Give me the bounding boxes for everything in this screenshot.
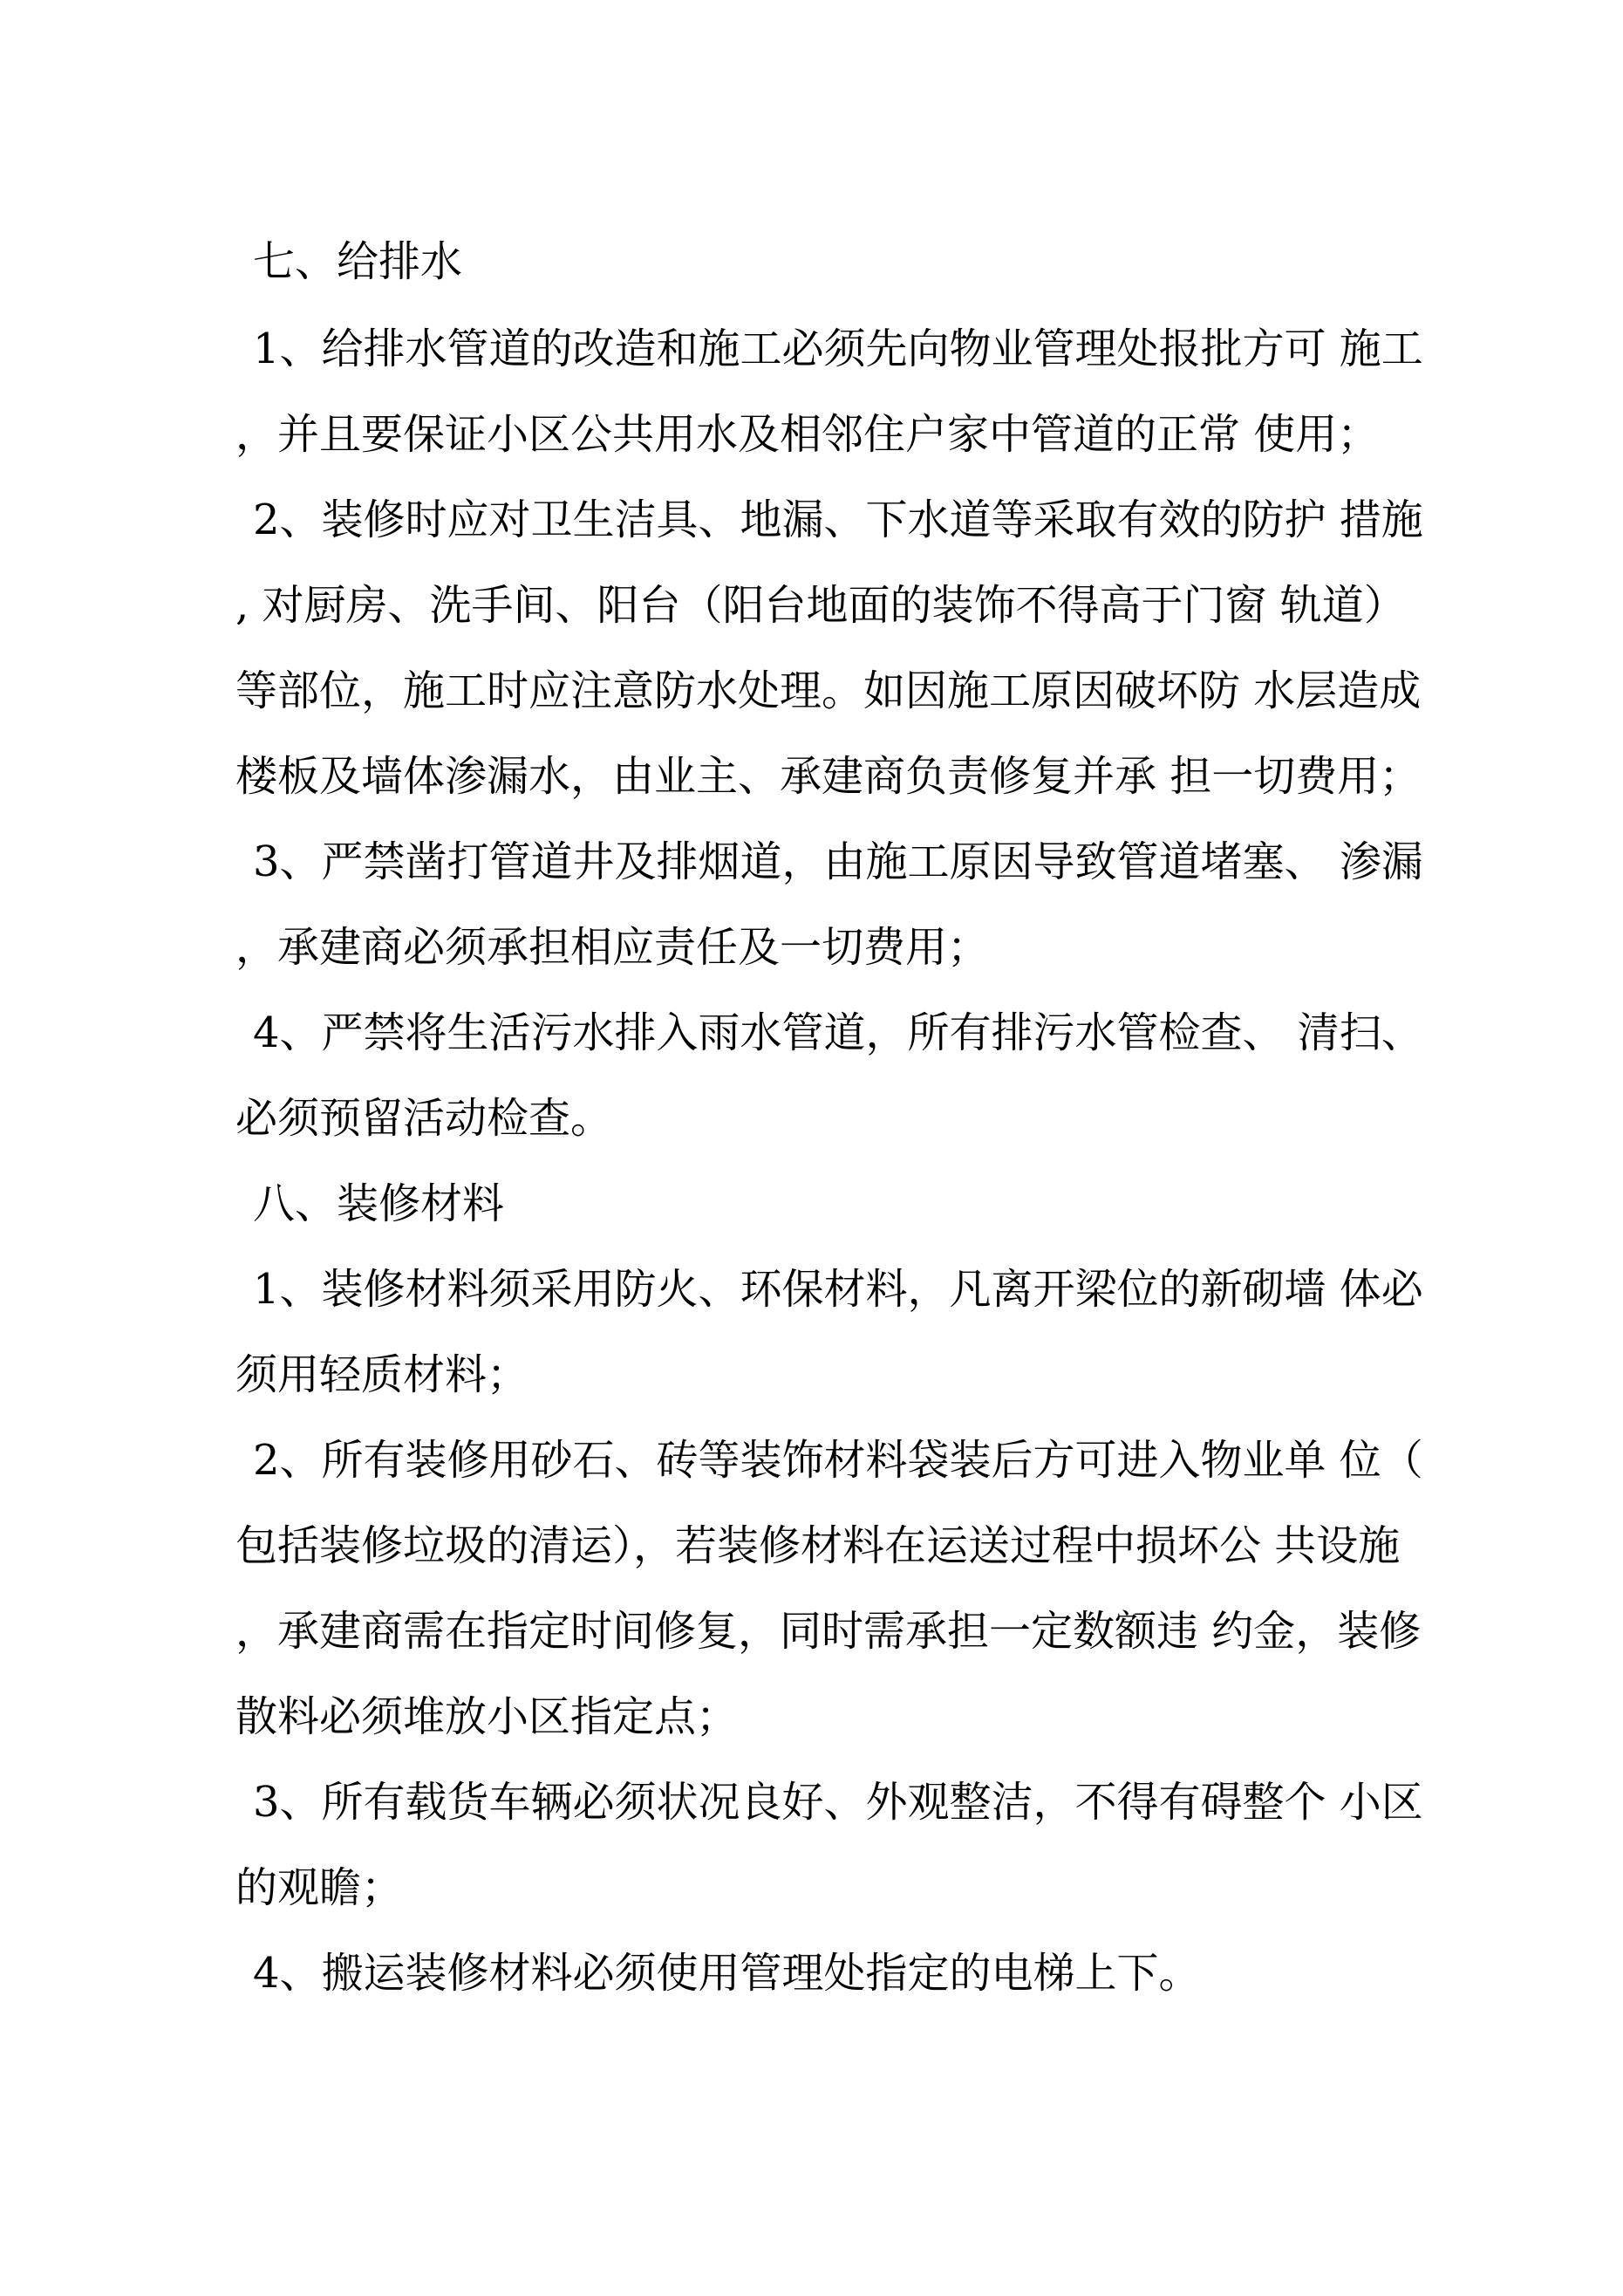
paragraph-line: 1、装修材料须采用防火、环保材料，凡离开梁位的新砌墙 体必 [253, 1265, 1423, 1314]
paragraph-line: 包括装修垃圾的清运），若装修材料在运送过程中损坏公 共设施 [235, 1521, 1401, 1570]
paragraph-line: ，承建商需在指定时间修复，同时需承担一定数额违 约金，装修 [235, 1607, 1422, 1656]
paragraph-line: 楼板及墙体渗漏水，由业主、承建商负责修复并承 担一切费用； [235, 752, 1422, 801]
paragraph-line: 须用轻质材料； [235, 1350, 529, 1399]
paragraph-line: 3、所有载货车辆必须状况良好、外观整洁，不得有碍整个 小区 [253, 1778, 1423, 1827]
section-heading-plumbing: 七、给排水 [253, 237, 463, 286]
paragraph-line: 2、装修时应对卫生洁具、地漏、下水道等采取有效的防护 措施 [253, 495, 1423, 544]
paragraph-line: 4、搬运装修材料必须使用管理处指定的电梯上下。 [253, 1949, 1201, 1998]
paragraph-line: 1、给排水管道的改造和施工必须先向物业管理处报批方可 施工 [253, 325, 1423, 373]
paragraph-line: 的观瞻； [235, 1863, 404, 1912]
paragraph-line: 等部位，施工时应注意防水处理。如因施工原因破坏防 水层造成 [235, 666, 1422, 715]
paragraph-line: 2、所有装修用砂石、砖等装饰材料袋装后方可进入物业单 位（ [253, 1436, 1423, 1485]
paragraph-line: , 对厨房、洗手间、阳台（阳台地面的装饰不得高于门窗 轨道） [235, 581, 1406, 630]
paragraph-line: ，承建商必须承担相应责任及一切费用； [235, 923, 990, 972]
paragraph-line: 3、严禁凿打管道井及排烟道，由施工原因导致管道堵塞、 渗漏 [253, 837, 1423, 886]
paragraph-line: ，并且要保证小区公共用水及相邻住户家中管道的正常 使用； [235, 410, 1380, 459]
paragraph-line: 4、严禁将生活污水排入雨水管道，所有排污水管检查、 清扫、 [253, 1008, 1423, 1057]
paragraph-line: 散料必须堆放小区指定点； [235, 1692, 739, 1741]
paragraph-line: 必须预留活动检查。 [235, 1094, 613, 1143]
section-heading-materials: 八、装修材料 [253, 1179, 505, 1228]
